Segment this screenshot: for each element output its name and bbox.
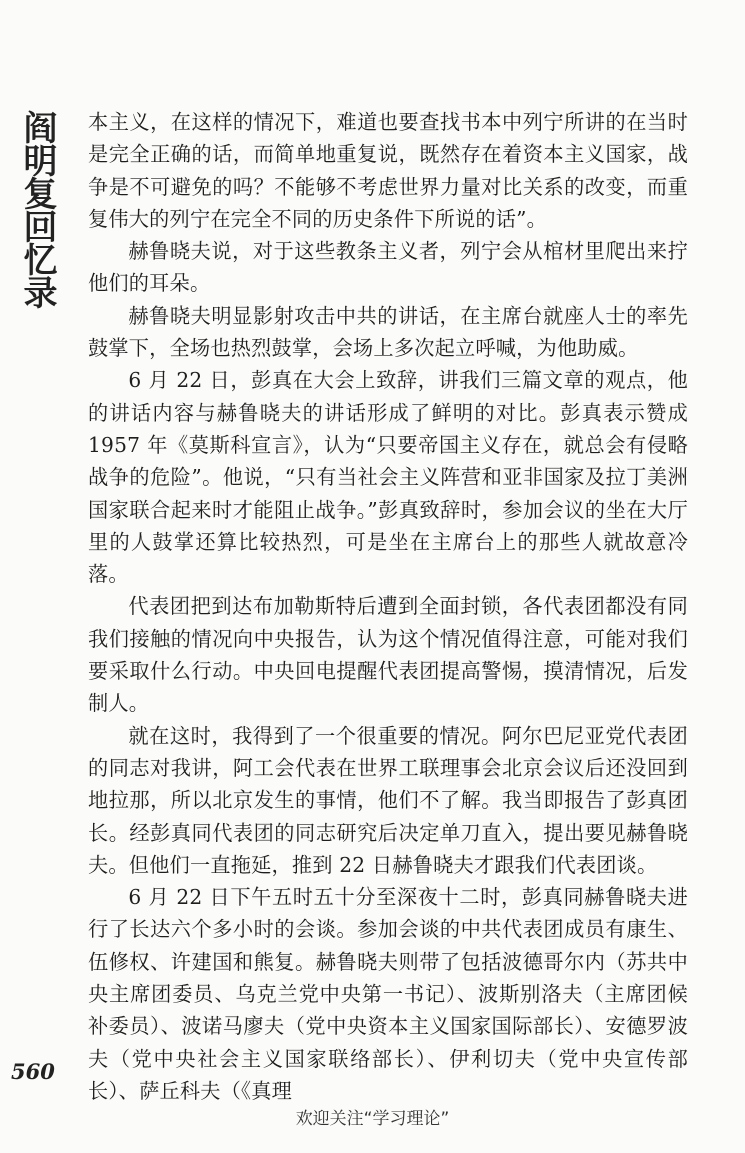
body-text bbox=[88, 106, 688, 1107]
paragraph-5: 代表团把到达布加勒斯特后遭到全面封锁，各代表团都没有同我们接触的情况向中央报告，认为这个情况值得注意，可能对我们要采取什么行动。中央回电提醒代表团提高警惕，摸清情况，后发制人。 bbox=[88, 594, 688, 716]
book-side-title: 阎明复回忆录 bbox=[17, 110, 57, 308]
paragraph-7: 6 月 22 日下午五时五十分至深夜十二时，彭真同赫鲁晓夫进行了长达六个多小时的会谈。参加会谈的中共代表团成员有康生、伍修权、许建国和熊复。赫鲁晓夫则带了包括波德哥尔内（苏共中央主席团委员、乌克兰党中央第一书记）、波斯别洛夫（主席团候补委员）、波诺马廖夫（党中央资本主义国家国际部长）、安德罗波夫（党中央社会主义国家联络部长）、伊利切夫（党中央宣传部长）、萨丘科夫（《真理 bbox=[88, 885, 688, 1103]
paragraph-2: 赫鲁晓夫说，对于这些教条主义者，列宁会从棺材里爬出来拧他们的耳朵。 bbox=[88, 239, 688, 296]
paragraph-6: 就在这时，我得到了一个很重要的情况。阿尔巴尼亚党代表团的同志对我讲，阿工会代表在世界工联理事会北京会议后还没回到地拉那，所以北京发生的事情，他们不了解。我当即报告了彭真团长。经彭真同代表团的同志研究后决定单刀直入，提出要见赫鲁晓夫。但他们一直拖延，推到 22 日赫鲁晓夫才跟我们代表团谈。 bbox=[88, 723, 688, 877]
footer-note: 欢迎关注“学习理论” bbox=[295, 1109, 450, 1129]
paragraph-3: 赫鲁晓夫明显影射攻击中共的讲话，在主席台就座人士的率先鼓掌下，全场也热烈鼓掌，会场上多次起立呼喊，为他助威。 bbox=[88, 303, 688, 361]
paragraph-4: 6 月 22 日，彭真在大会上致辞，讲我们三篇文章的观点，他的讲话内容与赫鲁晓夫的讲话形成了鲜明的对比。彭真表示赞成 1957 年《莫斯科宣言》，认为“只要帝国主义存在，就总会有侵略战争的危险”。他说，“只有当社会主义阵营和亚非国家及拉丁美洲国家联合起来时才能阻止战争。”彭真致辞时，参加会议的坐在大厅里的人鼓掌还算比较热烈，可是坐在主席台上的那些人就故意冷落。 bbox=[88, 368, 688, 587]
page-number: 560 bbox=[11, 1059, 55, 1084]
paragraph-1: 本主义，在这样的情况下，难道也要查找书本中列宁所讲的在当时是完全正确的话，而简单地重复说，既然存在着资本主义国家，战争是不可避免的吗？不能够不考虑世界力量对比关系的改变，而重复伟大的列宁在完全不同的历史条件下所说的话”。 bbox=[88, 110, 688, 231]
